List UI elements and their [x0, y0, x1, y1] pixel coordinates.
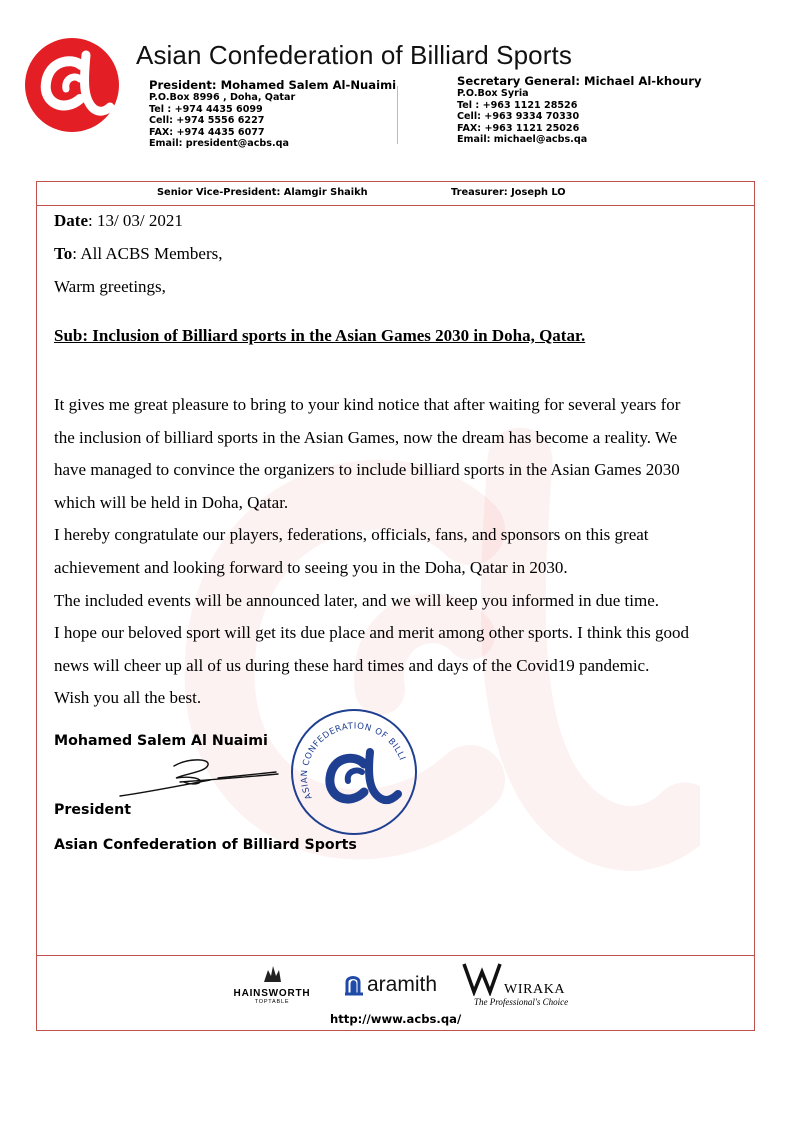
- body-line: have managed to convince the organizers to include billiard sports in the Asian Games 2030: [54, 460, 680, 480]
- aramith-name: aramith: [367, 973, 438, 996]
- president-fax: FAX: +974 4435 6077: [149, 126, 265, 138]
- to-value: : All ACBS Members,: [72, 244, 223, 263]
- body-line: news will cheer up all of us during these hard times and days of the Covid19 pandemic.: [54, 655, 650, 675]
- secretary-email: Email: michael@acbs.qa: [457, 134, 588, 146]
- letter-body: [54, 389, 754, 715]
- treasurer: Treasurer: Joseph LO: [451, 187, 566, 198]
- to-label: To: [54, 244, 73, 263]
- secretary-title: Secretary General: Michael Al-khoury: [457, 74, 702, 88]
- acbs-logo: [24, 37, 120, 133]
- handwritten-signature: [118, 752, 280, 800]
- to-line: [54, 244, 222, 264]
- secretary-pobox: P.O.Box Syria: [457, 88, 529, 99]
- sponsor-aramith-logo: [343, 971, 453, 999]
- senior-vp: Senior Vice-President: Alamgir Shaikh: [157, 187, 368, 198]
- date-line: [54, 211, 183, 231]
- signer-name: Mohamed Salem Al Nuaimi: [54, 733, 268, 749]
- president-cell: Cell: +974 5556 6227: [149, 115, 265, 127]
- wiraka-w-icon: [462, 960, 502, 996]
- secretary-contact: [457, 74, 702, 146]
- signer-title: President: [54, 802, 131, 818]
- body-line: I hereby congratulate our players, federations, officials, fans, and sponsors on this great: [54, 525, 649, 545]
- aramith-mark-icon: [343, 973, 365, 997]
- wiraka-name: WIRAKA: [504, 982, 566, 997]
- body-line: I hope our beloved sport will get its due place and merit among other sports. I think this good: [54, 623, 690, 643]
- president-title: President: Mohamed Salem Al-Nuaimi: [149, 78, 397, 92]
- greeting: Warm greetings,: [54, 277, 166, 296]
- hainsworth-crest-icon: [261, 964, 283, 984]
- header-divider: [397, 86, 398, 144]
- date-label: Date: [54, 211, 88, 230]
- secretary-fax: FAX: +963 1121 25026: [457, 122, 580, 134]
- official-stamp: [288, 706, 420, 838]
- stamp-text: ASIAN CONFEDERATION OF BILLI: [299, 721, 407, 801]
- body-line: Wish you all the best.: [54, 688, 202, 708]
- body-line: achievement and looking forward to seeing you in the Doha, Qatar in 2030.: [54, 557, 568, 577]
- body-line: The included events will be announced later, and we will keep you informed in due time.: [54, 590, 659, 610]
- secretary-cell: Cell: +963 9334 70330: [457, 111, 580, 123]
- org-title: Asian Confederation of Billiard Sports: [136, 40, 572, 70]
- website-link[interactable]: http://www.acbs.qa/: [330, 1012, 462, 1026]
- body-line: the inclusion of billiard sports in the Asian Games, now the dream has become a reality. We: [54, 427, 678, 447]
- date-value: : 13/ 03/ 2021: [87, 211, 183, 230]
- sponsor-hainsworth-logo: [232, 964, 312, 1010]
- subject-line: Sub: Inclusion of Billiard sports in the Asian Games 2030 in Doha, Qatar.: [54, 326, 586, 345]
- footer-divider: [37, 955, 754, 956]
- hainsworth-name: HAINSWORTH: [233, 988, 311, 999]
- president-pobox: P.O.Box 8996 , Doha, Qatar: [149, 92, 296, 103]
- president-contact: [149, 78, 396, 150]
- signer-organization: Asian Confederation of Billiard Sports: [54, 837, 357, 853]
- hainsworth-sub: TOPTABLE: [254, 999, 290, 1005]
- officers-divider: [37, 205, 754, 206]
- wiraka-tagline: The Professional's Choice: [474, 997, 569, 1007]
- secretary-tel: Tel : +963 1121 28526: [457, 99, 578, 111]
- president-email: Email: president@acbs.qa: [149, 138, 289, 150]
- body-line: which will be held in Doha, Qatar.: [54, 492, 289, 512]
- president-tel: Tel : +974 4435 6099: [149, 103, 263, 115]
- sponsor-wiraka-logo: [462, 960, 572, 1008]
- body-line: It gives me great pleasure to bring to your kind notice that after waiting for several years for: [54, 395, 681, 414]
